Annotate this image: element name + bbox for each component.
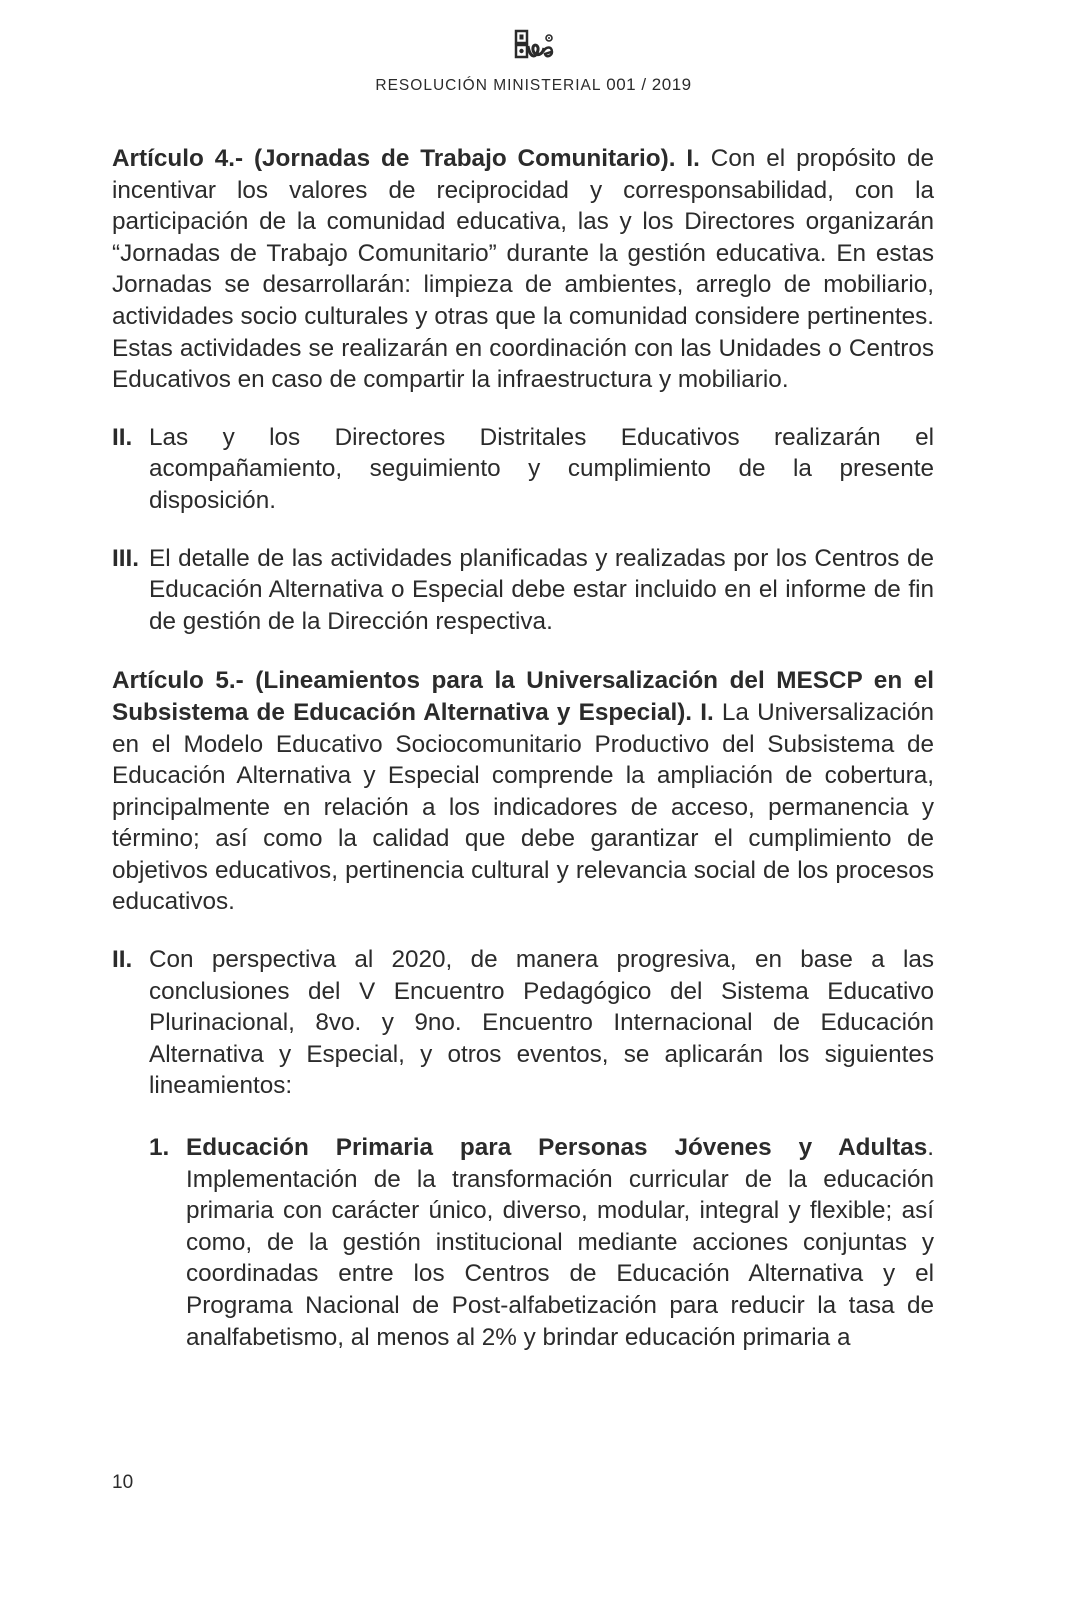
subitem-text: Implementación de la transformación curricular de la educación primaria con carácter único, diverso, modular, integral y flexible; así como, de la gestión institucional mediante acciones conjuntas y coordinadas entre los Centros de Educación Alternativa y el Programa Nacional de Post-alfabetización para reducir la tasa de analfabetismo, al menos al 2% y brindar educación primaria a	[186, 1165, 934, 1351]
running-title: RESOLUCIÓN MINISTERIAL	[375, 77, 601, 94]
article-4-item-3	[112, 543, 934, 638]
page-header	[0, 28, 1067, 95]
item-label: III.	[112, 544, 140, 572]
article-4-item-2	[112, 422, 934, 517]
article-5-paragraph	[112, 665, 934, 918]
document-body	[112, 143, 934, 1353]
item-text: El detalle de las actividades planificadas y realizadas por los Centros de Educación Alternativa o Especial debe estar incluido en el informe de fin de gestión de la Dirección respectiva.	[149, 544, 934, 635]
article-5-body: La Universalización en el Modelo Educativo Sociocomunitario Productivo del Subsistema de Educación Alternativa y Especial comprende la ampliación de cobertura, principalmente en relación a los indicadores de acceso, permanencia y término; así como la calidad que debe garantizar el cumplimiento de objetivos educativos, pertinencia cultural y relevancia social de los procesos educativos.	[112, 698, 934, 916]
subitem-title-end: .	[927, 1134, 934, 1162]
item-label: II.	[112, 946, 133, 974]
page-number: 10	[112, 1472, 134, 1493]
article-4-heading: Artículo 4.- (Jornadas de Trabajo Comunitario). I.	[112, 145, 700, 172]
article-5-heading: Artículo 5.- (Lineamientos para la Universalización del MESCP en el Subsistema de Educación Alternativa y Especial). I.	[112, 667, 934, 726]
resolution-number: 001 / 2019	[606, 75, 692, 94]
item-text: Con perspectiva al 2020, de manera progresiva, en base a las conclusiones del V Encuentro Pedagógico del Sistema Educativo Plurinacional, 8vo. y 9no. Encuentro Internacional de Educación Alternativa y Especial, y otros eventos, se aplicarán los siguientes lineamientos:	[149, 946, 934, 1100]
article-5-item-2	[112, 944, 934, 1102]
article-4-body: Con el propósito de incentivar los valores de reciprocidad y corresponsabilidad, con la participación de la comunidad educativa, las y los Directores organizarán “Jornadas de Trabajo Comunitario” durante la gestión educativa. En estas Jornadas se desarrollarán: limpieza de ambientes, arreglo de mobiliario, actividades socio culturales y otras que la comunidad considere pertinentes. Estas actividades se realizarán en coordinación con las Unidades o Centros Educativos en caso de compartir la infraestructura y mobiliario.	[112, 145, 934, 394]
subitem-title: Educación Primaria para Personas Jóvenes y Adultas	[186, 1134, 928, 1162]
subitem-body	[186, 1132, 934, 1353]
item-text: Las y los Directores Distritales Educativos realizarán el acompañamiento, seguimiento y cumplimiento de la presente disposición.	[149, 423, 934, 514]
article-5-subitem-1	[149, 1132, 934, 1353]
article-4-paragraph	[112, 143, 934, 396]
ministry-logo-icon	[512, 28, 556, 62]
item-label: II.	[112, 423, 133, 451]
running-head	[0, 75, 1067, 95]
subitem-label: 1.	[149, 1134, 170, 1162]
